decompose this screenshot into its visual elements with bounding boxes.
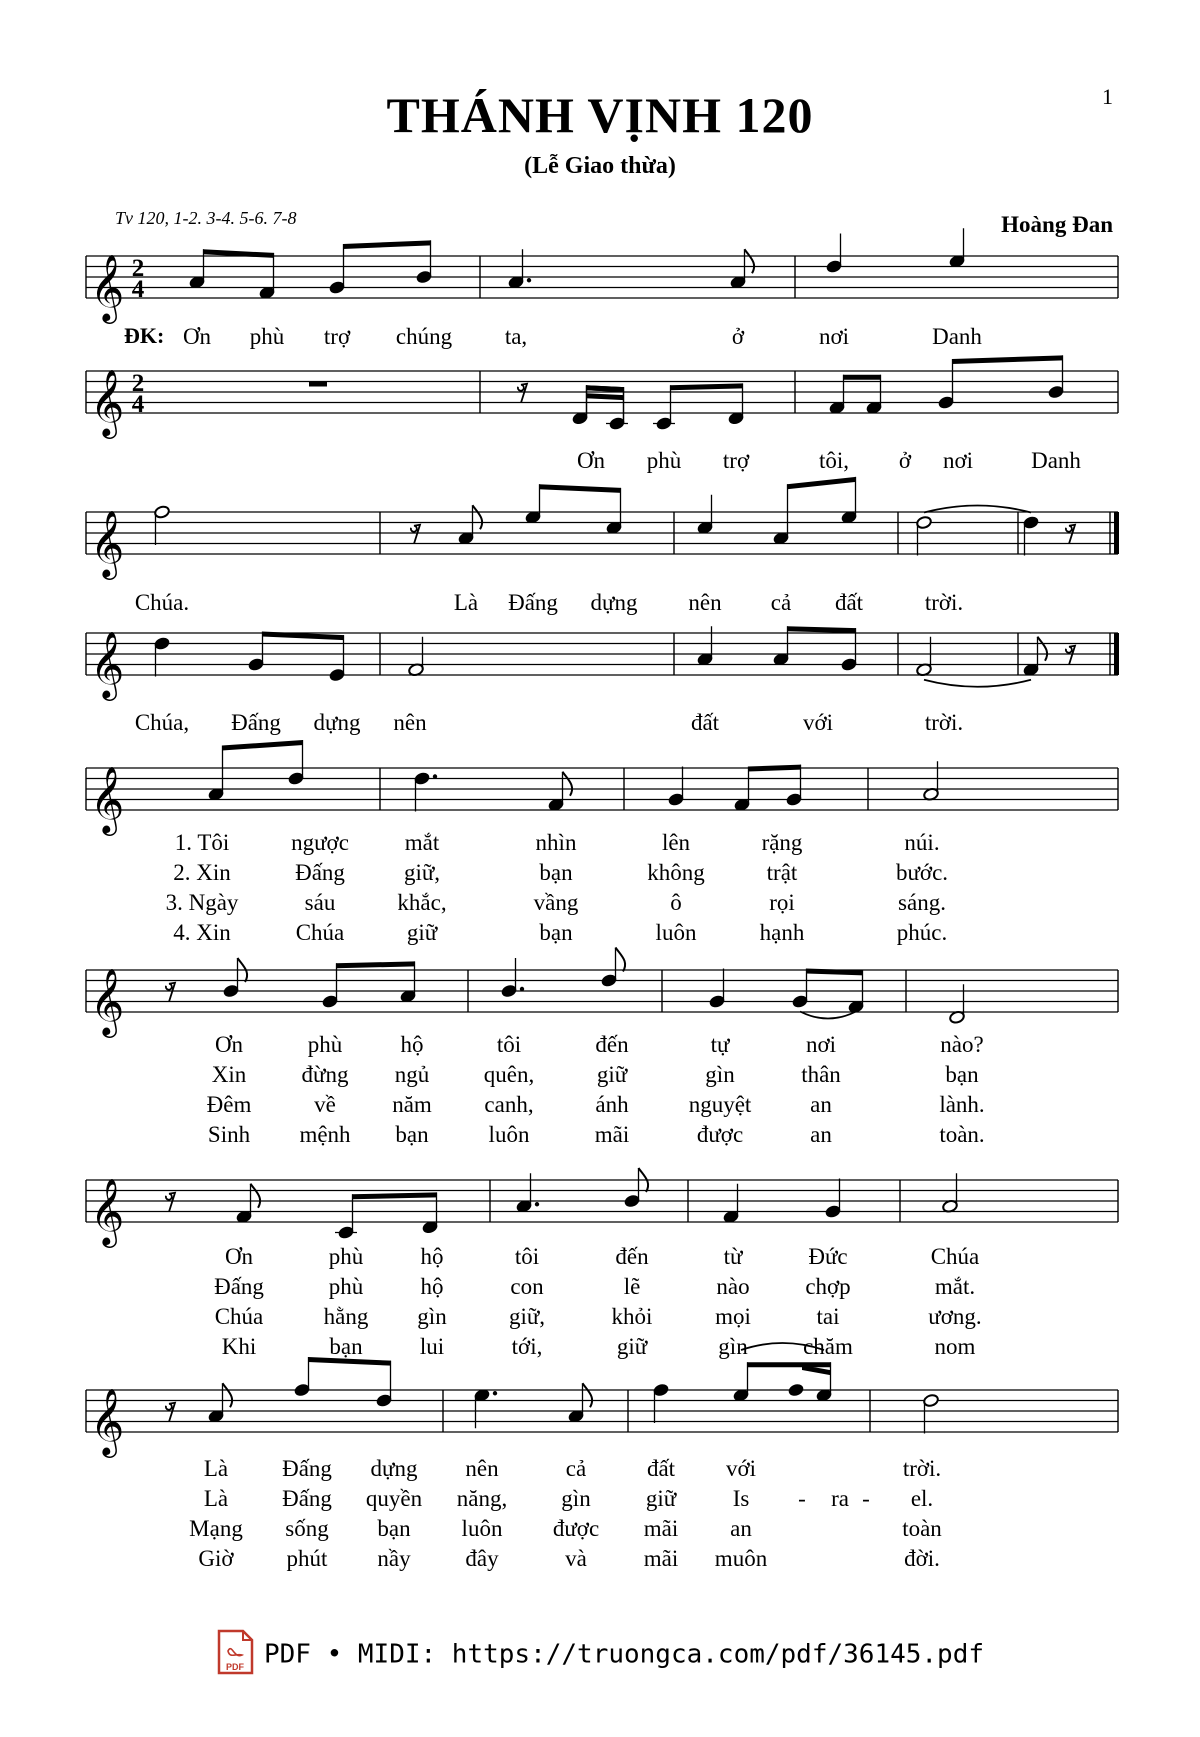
notehead [501, 984, 518, 998]
verse-lyric: nguyệt [688, 1092, 752, 1117]
note-beam [586, 385, 624, 392]
treble-clef: 𝄞 [90, 253, 125, 321]
verse-lyric: đây [465, 1546, 499, 1571]
verse-lyric: được [552, 1516, 600, 1541]
footer-link[interactable] [0, 1632, 1200, 1678]
verse-lyric: tự [710, 1032, 730, 1057]
composer-name: Hoàng Đan [1001, 212, 1113, 237]
verse-lyric: tôi [514, 1244, 540, 1269]
verse-lyric: luôn [655, 920, 697, 945]
refrain-label: ĐK: [124, 323, 165, 348]
verse-lyric: phù [328, 1244, 364, 1269]
verse-lyric: đừng [301, 1062, 349, 1087]
verse-lyric: phù [307, 1032, 343, 1057]
verse-lyric: sáu [304, 890, 336, 915]
refrain-lyric: Ơn [182, 324, 212, 349]
treble-clef: 𝄞 [90, 1387, 125, 1455]
refrain-lyric: dựng [590, 590, 638, 615]
verse-lyric: với [725, 1456, 757, 1481]
verse-lyric: dựng [370, 1456, 418, 1481]
verse-lyric: năm [392, 1092, 432, 1117]
refrain-lyric: Đấng [231, 710, 281, 735]
notehead [923, 1393, 940, 1407]
verse-lyric: Khi [221, 1334, 257, 1359]
note-beam [747, 1362, 831, 1367]
augmentation-dot [433, 774, 437, 778]
eighth-rest [166, 1403, 175, 1422]
final-barline-thick [1114, 512, 1119, 554]
verse-lyric: mắt [404, 830, 440, 855]
verse-lyric: thân [801, 1062, 841, 1087]
refrain-lyric: nơi [942, 448, 974, 473]
verse-lyric: Đấng [214, 1274, 264, 1299]
verse-lyric: canh, [484, 1092, 534, 1117]
notehead [376, 1393, 393, 1407]
verse-lyric: tai [816, 1304, 840, 1329]
verse-lyric: hộ [420, 1244, 444, 1269]
notehead [288, 771, 305, 785]
refrain-lyric: ta, [504, 324, 528, 349]
verse-lyric: bạn [395, 1122, 429, 1147]
verse-lyric: Đấng [295, 860, 345, 885]
verse-lyric: trời. [902, 1456, 942, 1481]
note-flag [223, 1383, 233, 1407]
refrain-lyric: phù [646, 448, 682, 473]
verse-lyric: được [696, 1122, 744, 1147]
verse-lyric: và [565, 1546, 587, 1571]
verse-lyric: ngược [291, 830, 349, 855]
psalm-source: Tv 120, 1-2. 3-4. 5-6. 7-8 [115, 208, 297, 228]
verse-lyric: phút [286, 1546, 328, 1571]
verse-lyric: an [810, 1122, 832, 1147]
verse-lyric: toàn. [939, 1122, 985, 1147]
tie-slur [924, 680, 1031, 687]
notehead [624, 1194, 641, 1208]
song-title: THÁNH VỊNH 120 [386, 87, 814, 143]
treble-clef: 𝄞 [90, 509, 125, 577]
verse-lyric: ô [670, 890, 682, 915]
verse-lyric: đến [595, 1032, 629, 1057]
eighth-rest [1066, 525, 1075, 544]
verse-lyric: con [510, 1274, 544, 1299]
notehead [1048, 385, 1065, 399]
note-beam [343, 240, 431, 249]
verse-lyric: cả [565, 1456, 587, 1481]
verse-lyric: sống [285, 1516, 329, 1541]
note-flag [473, 505, 483, 529]
refrain-lyric: đất [834, 590, 864, 615]
time-signature-bottom: 4 [131, 276, 145, 303]
verse-lyric: quyền [365, 1486, 423, 1511]
notehead [329, 280, 346, 294]
note-flag [563, 772, 573, 796]
note-flag [1038, 637, 1048, 661]
verse-lyric: lẽ [623, 1274, 641, 1299]
note-beam [787, 626, 856, 633]
verse-lyric: năng, [456, 1486, 508, 1511]
time-signature-top: 2 [131, 370, 145, 397]
notehead [709, 994, 726, 1008]
verse-lyric: hộ [400, 1032, 424, 1057]
note-beam [586, 393, 624, 400]
verse-lyric: 2. Xin [173, 860, 231, 885]
notehead [322, 994, 339, 1008]
verse-lyric: - [862, 1486, 870, 1511]
verse-lyric: núi. [904, 830, 940, 855]
verse-lyric: gìn [705, 1062, 735, 1087]
verse-lyric: bạn [539, 920, 573, 945]
refrain-lyric: đất [690, 710, 720, 735]
footer-text: PDF • MIDI: https://truongca.com/pdf/36145.pdf [263, 1639, 985, 1670]
verse-lyric: nào [716, 1274, 750, 1299]
notehead [653, 1383, 670, 1397]
verse-lyric: chăm [803, 1334, 853, 1359]
page-number: 1 [1102, 84, 1113, 109]
treble-clef: 𝄞 [90, 1177, 125, 1245]
eighth-rest [166, 1193, 175, 1212]
verse-lyric: tới, [511, 1334, 543, 1359]
verse-lyric: Giờ [198, 1546, 234, 1571]
verse-lyric: toàn [902, 1516, 942, 1541]
notehead [248, 657, 265, 671]
notehead [416, 270, 433, 284]
note-flag [583, 1383, 593, 1407]
refrain-lyric: Là [453, 590, 479, 615]
note-beam [203, 249, 274, 258]
treble-clef: 𝄞 [90, 368, 125, 436]
refrain-lyric: với [802, 710, 834, 735]
refrain-lyric: Chúa, [134, 710, 190, 735]
treble-clef: 𝄞 [90, 967, 125, 1035]
verse-lyric: từ [723, 1244, 743, 1269]
verse-lyric: ánh [595, 1092, 629, 1117]
eighth-rest [1066, 646, 1075, 665]
verse-lyric: giữ, [403, 860, 441, 885]
notehead [1023, 515, 1040, 529]
note-beam [222, 740, 303, 751]
verse-lyric: ngủ [394, 1062, 430, 1087]
augmentation-dot [493, 1391, 497, 1395]
verse-lyric: giữ, [508, 1304, 546, 1329]
verse-lyric: bạn [329, 1334, 363, 1359]
verse-lyric: hằng [323, 1304, 369, 1329]
notehead [825, 1204, 842, 1218]
song-subtitle: (Lễ Giao thừa) [524, 153, 676, 179]
verse-lyric: Là [203, 1456, 229, 1481]
refrain-lyric: chúng [395, 324, 453, 349]
verse-lyric: nên [465, 1456, 499, 1481]
verse-lyric: 1. Tôi [174, 830, 230, 855]
refrain-lyric: dựng [313, 710, 361, 735]
verse-lyric: khỏi [611, 1304, 653, 1329]
verse-lyric: Đấng [282, 1486, 332, 1511]
treble-clef: 𝄞 [90, 630, 125, 698]
notehead [938, 395, 955, 409]
verse-lyric: mệnh [299, 1122, 351, 1147]
verse-lyric: el. [910, 1486, 934, 1511]
verse-lyric: lên [661, 830, 691, 855]
note-beam [539, 484, 621, 493]
eighth-rest [166, 983, 175, 1002]
eighth-rest [518, 384, 527, 403]
verse-lyric: gìn [561, 1486, 591, 1511]
verse-lyric: nhìn [535, 830, 577, 855]
refrain-lyric: cả [770, 590, 792, 615]
verse-lyric: gìn [417, 1304, 447, 1329]
notehead [786, 792, 803, 806]
verse-lyric: - [798, 1486, 806, 1511]
whole-rest [309, 382, 327, 387]
verse-lyric: an [730, 1516, 752, 1541]
verse-lyric: Ơn [224, 1244, 254, 1269]
notehead [792, 994, 809, 1008]
verse-lyric: đất [646, 1456, 676, 1481]
refrain-lyric: tôi, [818, 448, 850, 473]
verse-lyric: Chúa [214, 1304, 264, 1329]
verse-lyric: bạn [945, 1062, 979, 1087]
note-beam [952, 355, 1063, 364]
verse-lyric: nào? [940, 1032, 984, 1057]
notehead [154, 505, 171, 519]
verse-lyric: quên, [483, 1062, 535, 1087]
verse-lyric: 3. Ngày [165, 890, 239, 915]
verse-lyric: mọi [715, 1304, 751, 1329]
final-barline-thick [1114, 633, 1119, 675]
verse-lyric: hộ [420, 1274, 444, 1299]
verse-lyric: ương. [928, 1304, 982, 1329]
refrain-lyric: nên [688, 590, 722, 615]
notehead [826, 259, 843, 273]
verse-lyric: Mạng [189, 1516, 243, 1541]
notehead [916, 515, 933, 529]
note-beam [670, 383, 743, 390]
note-flag [745, 249, 755, 273]
notehead [223, 984, 240, 998]
time-signature-bottom: 4 [131, 391, 145, 418]
verse-lyric: ra [831, 1486, 849, 1511]
refrain-lyric: phù [249, 324, 285, 349]
verse-lyric: nơi [805, 1032, 837, 1057]
verse-lyric: lui [419, 1334, 445, 1359]
eighth-rest [411, 525, 420, 544]
verse-lyric: nầy [377, 1546, 411, 1571]
verse-lyric: lành. [939, 1092, 985, 1117]
notehead [294, 1383, 311, 1397]
refrain-lyric: Ơn [576, 448, 606, 473]
refrain-lyric: Chúa. [134, 590, 190, 615]
verse-lyric: mãi [643, 1546, 679, 1571]
refrain-lyric: Danh [1031, 448, 1081, 473]
verse-lyric: rặng [761, 830, 803, 855]
verse-lyric: khắc, [397, 890, 447, 915]
augmentation-dot [535, 1202, 539, 1206]
verse-lyric: Sinh [207, 1122, 251, 1147]
refrain-lyric: nơi [818, 324, 850, 349]
verse-lyric: Đêm [206, 1092, 252, 1117]
note-beam [336, 961, 415, 968]
verse-lyric: bạn [377, 1516, 411, 1541]
verse-lyric: về [314, 1092, 336, 1117]
note-beam [748, 765, 801, 772]
refrain-lyric: trợ [722, 448, 750, 473]
treble-clef: 𝄞 [90, 765, 125, 833]
verse-lyric: phúc. [896, 920, 948, 945]
notehead [601, 973, 618, 987]
verse-lyric: bước. [895, 860, 949, 885]
time-signature-top: 2 [131, 255, 145, 282]
note-beam [787, 477, 856, 489]
verse-lyric: không [647, 860, 705, 885]
verse-lyric: tôi [496, 1032, 522, 1057]
verse-lyric: muôn [714, 1546, 768, 1571]
verse-lyric: trật [766, 860, 798, 885]
verse-lyric: giữ [596, 1062, 628, 1087]
svg-text:PDF: PDF [225, 1662, 244, 1672]
verse-lyric: luôn [461, 1516, 503, 1541]
verse-lyric: giữ [616, 1334, 648, 1359]
refrain-lyric: trời. [924, 590, 964, 615]
verse-lyric: Đấng [282, 1456, 332, 1481]
verse-lyric: đến [615, 1244, 649, 1269]
augmentation-dot [527, 278, 531, 282]
verse-lyric: mắt. [934, 1274, 976, 1299]
augmentation-dot [520, 987, 524, 991]
notehead [329, 668, 346, 682]
pdf-file-icon [216, 1629, 254, 1675]
verse-lyric: phù [328, 1274, 364, 1299]
verse-lyric: nom [934, 1334, 976, 1359]
notehead [154, 636, 171, 650]
note-flag [616, 948, 626, 972]
verse-lyric: hạnh [759, 920, 805, 945]
verse-lyric: đời. [904, 1546, 940, 1571]
refrain-lyric: ở [731, 324, 745, 349]
verse-lyric: rọi [769, 890, 795, 915]
notehead [668, 792, 685, 806]
verse-lyric: Đức [808, 1244, 848, 1269]
note-beam [352, 1192, 437, 1199]
verse-lyric: mãi [643, 1516, 679, 1541]
verse-lyric: Ơn [214, 1032, 244, 1057]
refrain-lyric: nên [393, 710, 427, 735]
verse-lyric: bạn [539, 860, 573, 885]
note-beam [843, 375, 881, 380]
verse-lyric: sáng. [898, 890, 946, 915]
verse-lyric: Là [203, 1486, 229, 1511]
verse-lyric: vầng [533, 890, 579, 915]
notehead [788, 1383, 805, 1397]
verse-lyric: chợp [805, 1274, 851, 1299]
verse-lyric: gìn [718, 1334, 748, 1359]
verse-lyric: Chúa [295, 920, 345, 945]
refrain-lyric: trời. [924, 710, 964, 735]
refrain-lyric: Danh [932, 324, 982, 349]
verse-lyric: luôn [488, 1122, 530, 1147]
verse-lyric: giữ [406, 920, 438, 945]
refrain-lyric: trợ [323, 324, 351, 349]
refrain-lyric: ở [898, 448, 912, 473]
verse-lyric: Chúa [930, 1244, 980, 1269]
note-flag [251, 1184, 261, 1208]
verse-lyric: an [810, 1092, 832, 1117]
refrain-lyric: Đấng [508, 590, 558, 615]
verse-lyric: 4. Xin [173, 920, 231, 945]
verse-lyric: giữ [645, 1486, 677, 1511]
verse-lyric: Xin [211, 1062, 247, 1087]
verse-lyric: Is [732, 1486, 750, 1511]
notehead [841, 657, 858, 671]
notehead [414, 771, 431, 785]
verse-lyric: mãi [594, 1122, 630, 1147]
